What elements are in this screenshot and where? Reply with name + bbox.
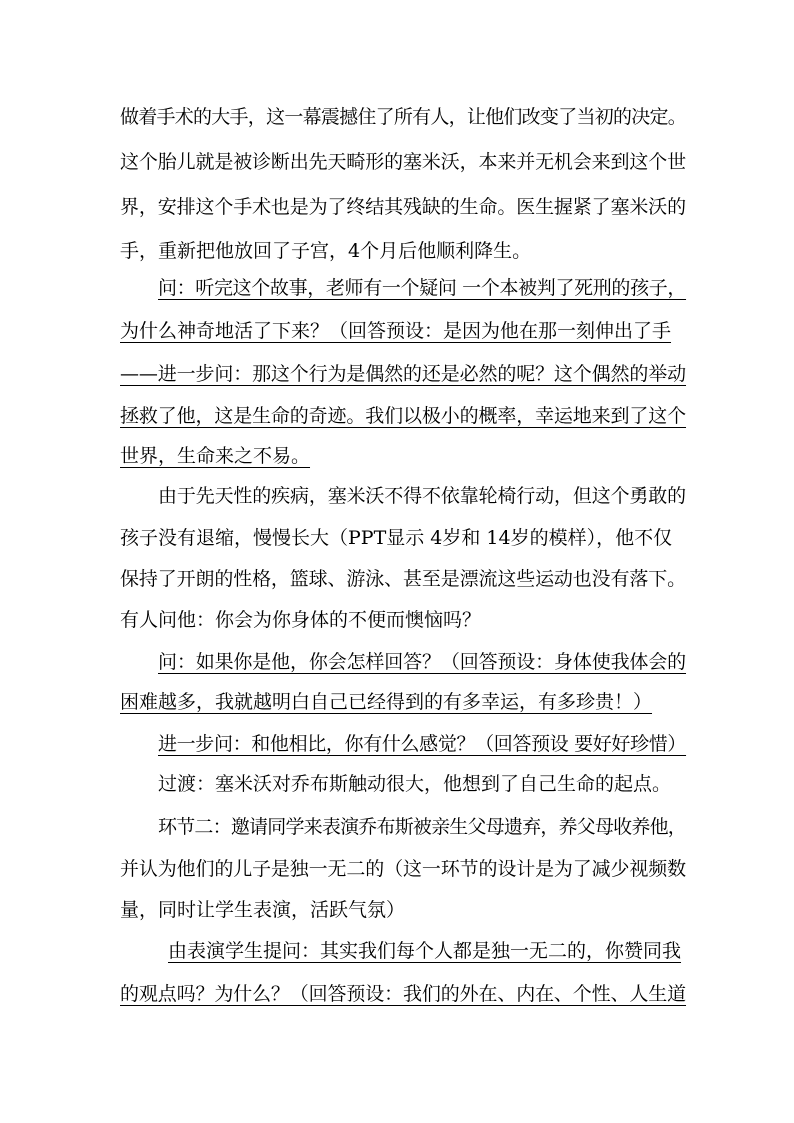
- text-line: 手，重新把他放回了子宫，4个月后他顺利降生。: [120, 240, 532, 262]
- text-line: 这个胎儿就是被诊断出先天畸形的塞米沃，本来并无机会来到这个世: [120, 151, 687, 173]
- text-line: ——进一步问：那这个行为是偶然的还是必然的呢？这个偶然的举动: [120, 363, 687, 385]
- text-line: 由表演学生提问：其实我们每个人都是独一无二的，你赞同我: [168, 940, 682, 962]
- text-line: 世界，生命来之不易。: [120, 445, 311, 467]
- text-line: 环节二：邀请同学来表演乔布斯被亲生父母遗弃，养父母收养他，: [158, 816, 687, 838]
- text-line: 为什么神奇地活了下来？（回答预设：是因为他在那一刻伸出了手: [120, 320, 672, 342]
- text-line: 做着手术的大手，这一幕震撼住了所有人，让他们改变了当初的决定。: [120, 106, 687, 128]
- text-line: 问：如果你是他，你会怎样回答？（回答预设：身体使我体会的: [158, 651, 687, 673]
- text-line: 保持了开朗的性格，篮球、游泳、甚至是漂流这些运动也没有落下。: [120, 568, 687, 590]
- text-line: 进一步问：和他相比，你有什么感觉？（回答预设 要好好珍惜）: [158, 733, 687, 755]
- text-line: 拯救了他，这是生命的奇迹。我们以极小的概率，幸运地来到了这个: [120, 405, 687, 427]
- text-line: 量，同时让学生表演，活跃气氛）: [120, 899, 406, 921]
- text-line: 孩子没有退缩，慢慢长大（PPT显示 4岁和 14岁的模样），他不仅: [120, 527, 673, 549]
- text-line: 的观点吗？为什么？（回答预设：我们的外在、内在、个性、人生道: [120, 983, 687, 1005]
- text-line: 由于先天性的疾病，塞米沃不得不依靠轮椅行动，但这个勇敢的: [158, 485, 687, 507]
- text-line: 并认为他们的儿子是独一无二的（这一环节的设计是为了减少视频数: [120, 858, 687, 880]
- text-line: 过渡：塞米沃对乔布斯触动很大，他想到了自己生命的起点。: [158, 773, 672, 795]
- text-line: 界，安排这个手术也是为了终结其残缺的生命。医生握紧了塞米沃的: [120, 196, 687, 218]
- text-line: 有人问他：你会为你身体的不便而懊恼吗？: [120, 609, 482, 631]
- text-line: 困难越多，我就越明白自己已经得到的有多幸运，有多珍贵！）: [120, 691, 653, 713]
- text-line: 问：听完这个故事，老师有一个疑问 一个本被判了死刑的孩子，: [158, 277, 687, 299]
